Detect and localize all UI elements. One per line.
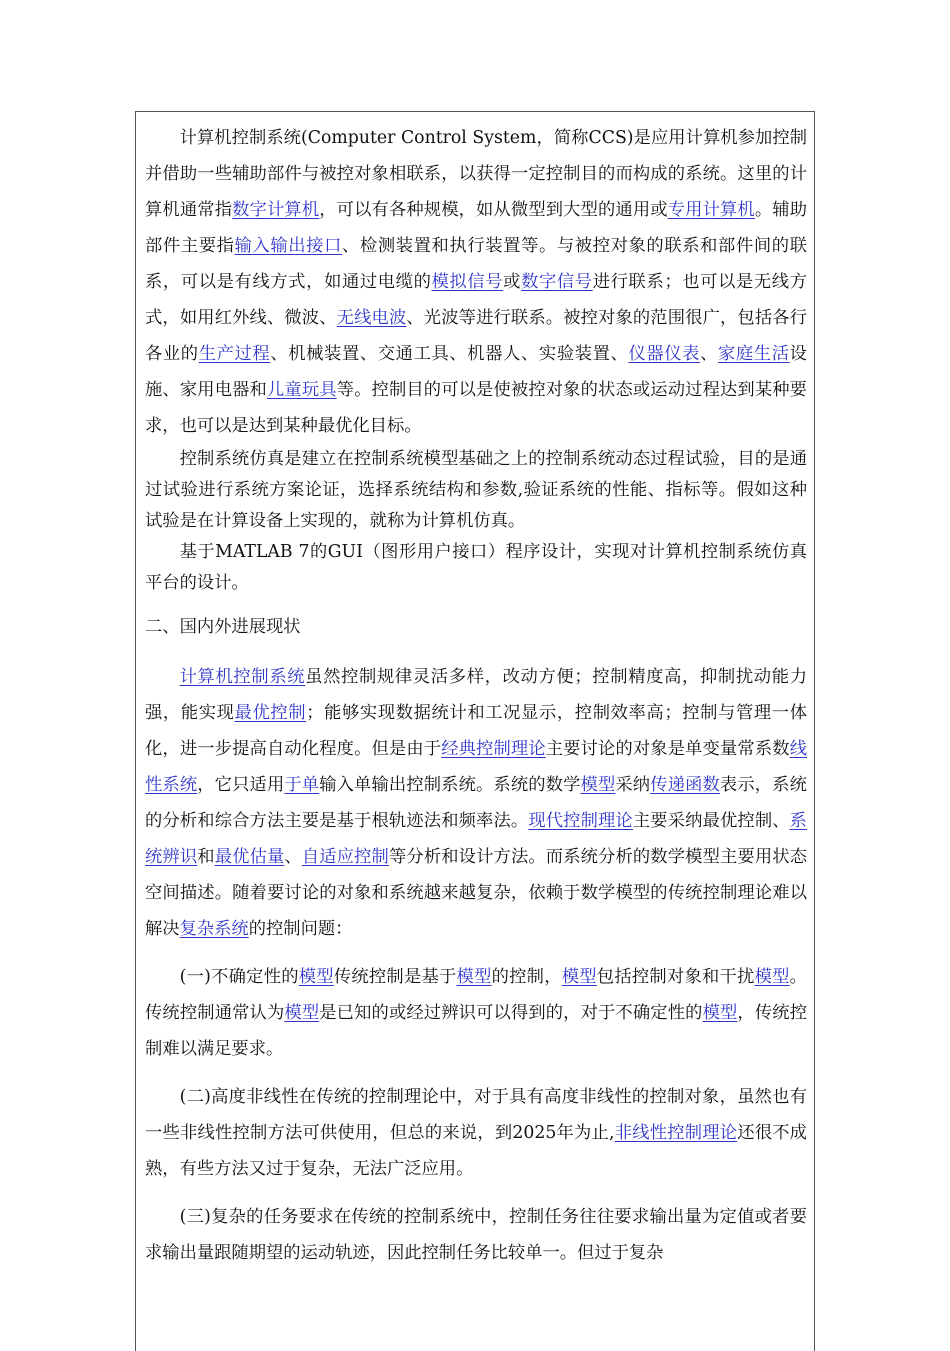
text: 采纳 — [615, 775, 651, 795]
text: 、机械装置、交通工具、机器人、实验装置、 — [270, 344, 629, 364]
link-model[interactable]: 模型 — [298, 967, 334, 987]
text: 表示，系统的分析和综合方法主要是基于根轨迹法和频率法。 — [145, 775, 807, 831]
link-classic-control-theory[interactable]: 经典控制理论 — [441, 739, 546, 759]
section-heading: 二、国内外进展现状 — [145, 617, 301, 637]
link-digital-signal[interactable]: 数字信号 — [521, 272, 593, 292]
link-nonlinear-control-theory[interactable]: 非线性控制理论 — [614, 1123, 738, 1143]
paragraph-simulation: 控制系统仿真是建立在控制系统模型基础之上的控制系统动态过程试验，目的是通过试验进行系统方案论证，选择系统结构和参数,验证系统的性能、指标等。假如这种试验是在计算设备上实现的，就称为计算机仿真。 — [145, 449, 807, 531]
link-transfer-function[interactable]: 传递函数 — [650, 775, 720, 795]
paragraph-matlab-gui: 基于MATLAB 7的GUI（图形用户接口）程序设计，实现对计算机控制系统仿真平台的设计。 — [145, 542, 807, 593]
paragraph-nonlinearity — [145, 1079, 807, 1187]
text: 传统控制是基于 — [333, 967, 457, 987]
link-radio-wave[interactable]: 无线电波 — [336, 308, 407, 328]
link-instruments[interactable]: 仪器仪表 — [628, 344, 701, 364]
link-ccs[interactable]: 计算机控制系统 — [179, 667, 306, 687]
text: (二)高度非线性在传统的控制理论中，对于具有高度非线性的控制对象，虽然也有一些非线性控制方法可供使用，但总的来说，到2025年为止, — [145, 1087, 807, 1143]
text: 、光波等进行联系。被控对象的范围很广，包括各行各业的 — [145, 308, 807, 364]
text: 或 — [503, 272, 522, 292]
link-io-interface[interactable]: 输入输出接口 — [234, 236, 342, 256]
text: 等。控制目的可以是使被控对象的状态或运动过程达到某种要求，也可以是达到某种最优化目标。 — [145, 380, 807, 436]
text: 是已知的或经过辨识可以得到的，对于不确定性的 — [319, 1003, 703, 1023]
text: 主要采纳最优控制、 — [632, 811, 790, 831]
link-model[interactable]: 模型 — [580, 775, 616, 795]
link-model[interactable]: 模型 — [702, 1003, 738, 1023]
text: 设施、家用电器和 — [145, 344, 807, 400]
text: ，传统控制难以满足要求。 — [145, 1003, 807, 1059]
link-optimal-control[interactable]: 最优控制 — [234, 703, 307, 723]
text: 虽然控制规律灵活多样，改动方便；控制精度高，抑制扰动能力强，能实现 — [145, 667, 807, 723]
text: 还很不成熟，有些方法又过于复杂，无法广泛应用。 — [145, 1123, 807, 1179]
link-adaptive-control[interactable]: 自适应控制 — [301, 847, 389, 867]
text: 、检测装置和执行装置等。与被控对象的联系和部件间的联系，可以是有线方式，如通过电缆的 — [145, 236, 807, 292]
link-model[interactable]: 模型 — [561, 967, 597, 987]
text: 进行联系；也可以是无线方式，如用红外线、微波、 — [145, 272, 807, 328]
link-single[interactable]: 于单 — [284, 775, 320, 795]
paragraph-status — [145, 659, 807, 947]
text: ，可以有各种规模，如从微型到大型的通用或 — [319, 200, 668, 220]
text: 的控制， — [491, 967, 562, 987]
text: 、 — [284, 847, 302, 867]
paragraph-ccs-definition — [145, 120, 807, 444]
text: 等分析和设计方法。而系统分析的数学模型主要用状态空间描述。随着要讨论的对象和系统越来越复杂，依赖于数学模型的传统控制理论难以解决 — [145, 847, 807, 939]
text: (一)不确定性的 — [179, 967, 299, 987]
link-model[interactable]: 模型 — [456, 967, 492, 987]
document-body — [145, 120, 807, 1271]
link-production-process[interactable]: 生产过程 — [198, 344, 271, 364]
link-system-identification[interactable]: 系统辨识 — [145, 811, 807, 867]
paragraph-complex-tasks: (三)复杂的任务要求在传统的控制系统中，控制任务往往要求输出量为定值或者要求输出量跟随期望的运动轨迹，因此控制任务比较单一。但过于复杂 — [145, 1207, 807, 1263]
link-optimal-estimation[interactable]: 最优估量 — [214, 847, 285, 867]
text: 包括控制对象和干扰 — [596, 967, 755, 987]
link-toys[interactable]: 儿童玩具 — [266, 380, 337, 400]
text: 。传统控制通常认为 — [145, 967, 807, 1023]
text: 。辅助部件主要指 — [145, 200, 807, 256]
link-modern-control-theory[interactable]: 现代控制理论 — [528, 811, 633, 831]
text: 主要讨论的对象是单变量常系数 — [545, 739, 790, 759]
text: 和 — [197, 847, 215, 867]
link-model[interactable]: 模型 — [754, 967, 790, 987]
text: 输入单输出控制系统。系统的数学 — [319, 775, 581, 795]
link-complex-system[interactable]: 复杂系统 — [179, 919, 249, 939]
paragraph-uncertain-model — [145, 959, 807, 1067]
link-special-computer[interactable]: 专用计算机 — [667, 200, 755, 220]
text: 、 — [700, 344, 718, 364]
text: 的控制问题： — [248, 919, 353, 939]
link-digital-computer[interactable]: 数字计算机 — [232, 200, 320, 220]
link-model[interactable]: 模型 — [284, 1003, 320, 1023]
text: ；能够实现数据统计和工况显示，控制效率高；控制与管理一体化，进一步提高自动化程度。但是由于 — [145, 703, 807, 759]
text: ，它只适用 — [197, 775, 285, 795]
link-home-life[interactable]: 家庭生活 — [718, 344, 790, 364]
text: 计算机控制系统(Computer Control System，简称CCS)是应用计算机参加控制并借助一些辅助部件与被控对象相联系，以获得一定控制目的而构成的系统。这里的计算机通常指 — [145, 128, 807, 220]
link-analog-signal[interactable]: 模拟信号 — [431, 272, 504, 292]
link-linear-system[interactable]: 线性系统 — [145, 739, 807, 795]
